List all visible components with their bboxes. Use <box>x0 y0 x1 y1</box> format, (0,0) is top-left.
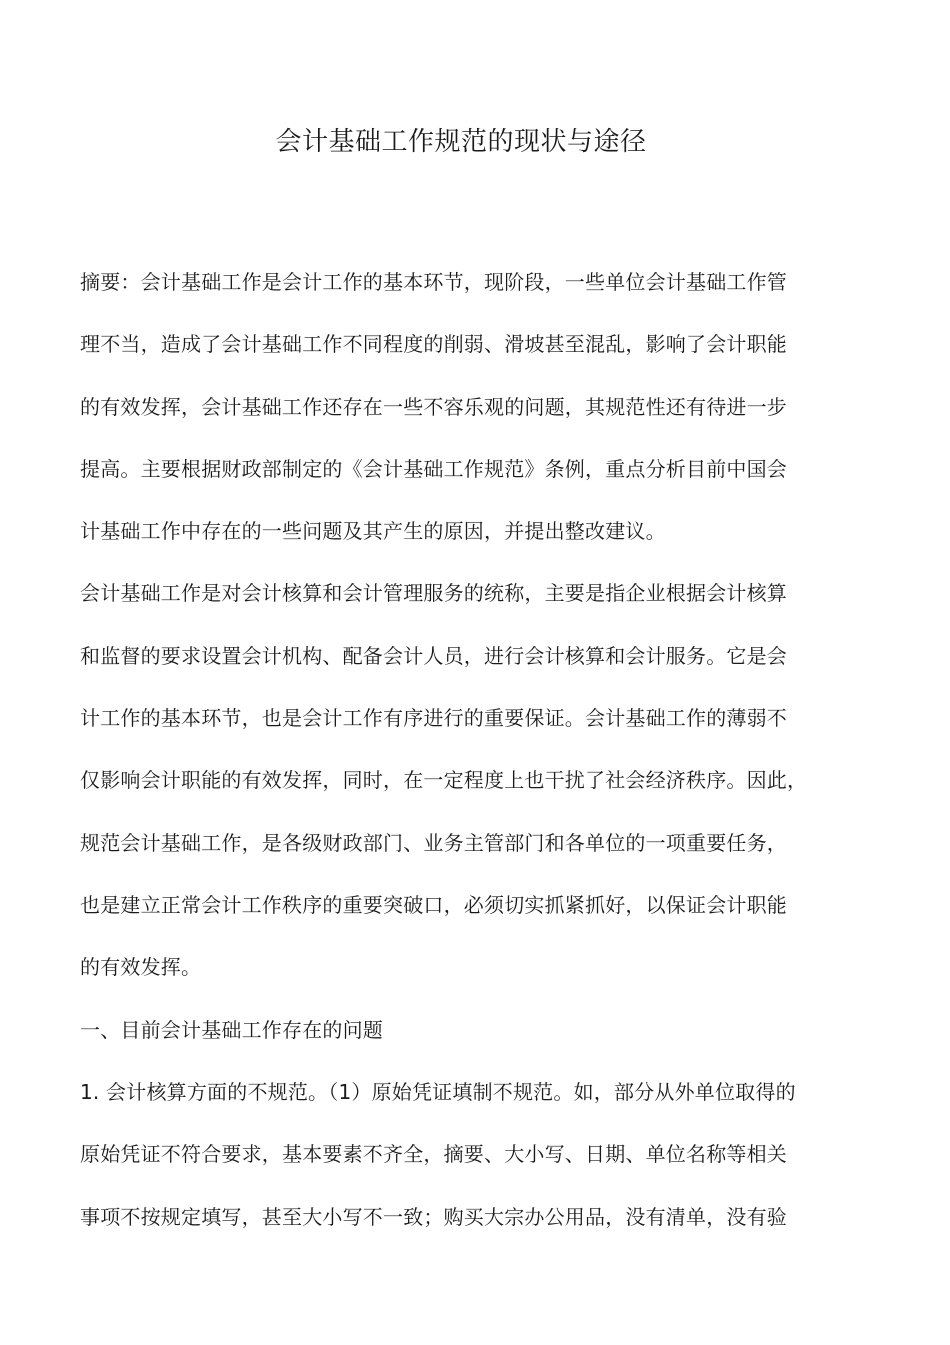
intro-line-6: 也是建立正常会计工作秩序的重要突破口，必须切实抓紧抓好，以保证会计职能 <box>80 893 787 917</box>
document-title: 会计基础工作规范的现状与途径 <box>275 127 647 157</box>
intro-line-2: 和监督的要求设置会计机构、配备会计人员，进行会计核算和会计服务。它是会 <box>80 644 787 668</box>
section-line-2: 原始凭证不符合要求，基本要素不齐全，摘要、大小写、日期、单位名称等相关 <box>80 1142 787 1166</box>
abstract-line-5: 计基础工作中存在的一些问题及其产生的原因，并提出整改建议。 <box>80 519 666 543</box>
intro-line-7: 的有效发挥。 <box>80 955 202 979</box>
section-line-1: 1. 会计核算方面的不规范。（1）原始凭证填制不规范。如，部分从外单位取得的 <box>80 1080 796 1104</box>
section-heading-1: 一、目前会计基础工作存在的问题 <box>80 1018 383 1042</box>
intro-line-4: 仅影响会计职能的有效发挥，同时，在一定程度上也干扰了社会经济秩序。因此， <box>80 768 808 792</box>
abstract-line-4: 提高。主要根据财政部制定的《会计基础工作规范》条例，重点分析目前中国会 <box>80 457 787 481</box>
abstract-line-2: 理不当，造成了会计基础工作不同程度的削弱、滑坡甚至混乱，影响了会计职能 <box>80 332 787 356</box>
section-line-3: 事项不按规定填写，甚至大小写不一致；购买大宗办公用品，没有清单，没有验 <box>80 1205 787 1229</box>
abstract-line-3: 的有效发挥，会计基础工作还存在一些不容乐观的问题，其规范性还有待进一步 <box>80 395 787 419</box>
abstract-line-1: 摘要：会计基础工作是会计工作的基本环节，现阶段，一些单位会计基础工作管 <box>80 270 787 294</box>
intro-line-3: 计工作的基本环节，也是会计工作有序进行的重要保证。会计基础工作的薄弱不 <box>80 706 787 730</box>
intro-line-1: 会计基础工作是对会计核算和会计管理服务的统称，主要是指企业根据会计核算 <box>80 581 787 605</box>
intro-line-5: 规范会计基础工作，是各级财政部门、业务主管部门和各单位的一项重要任务， <box>80 831 787 855</box>
